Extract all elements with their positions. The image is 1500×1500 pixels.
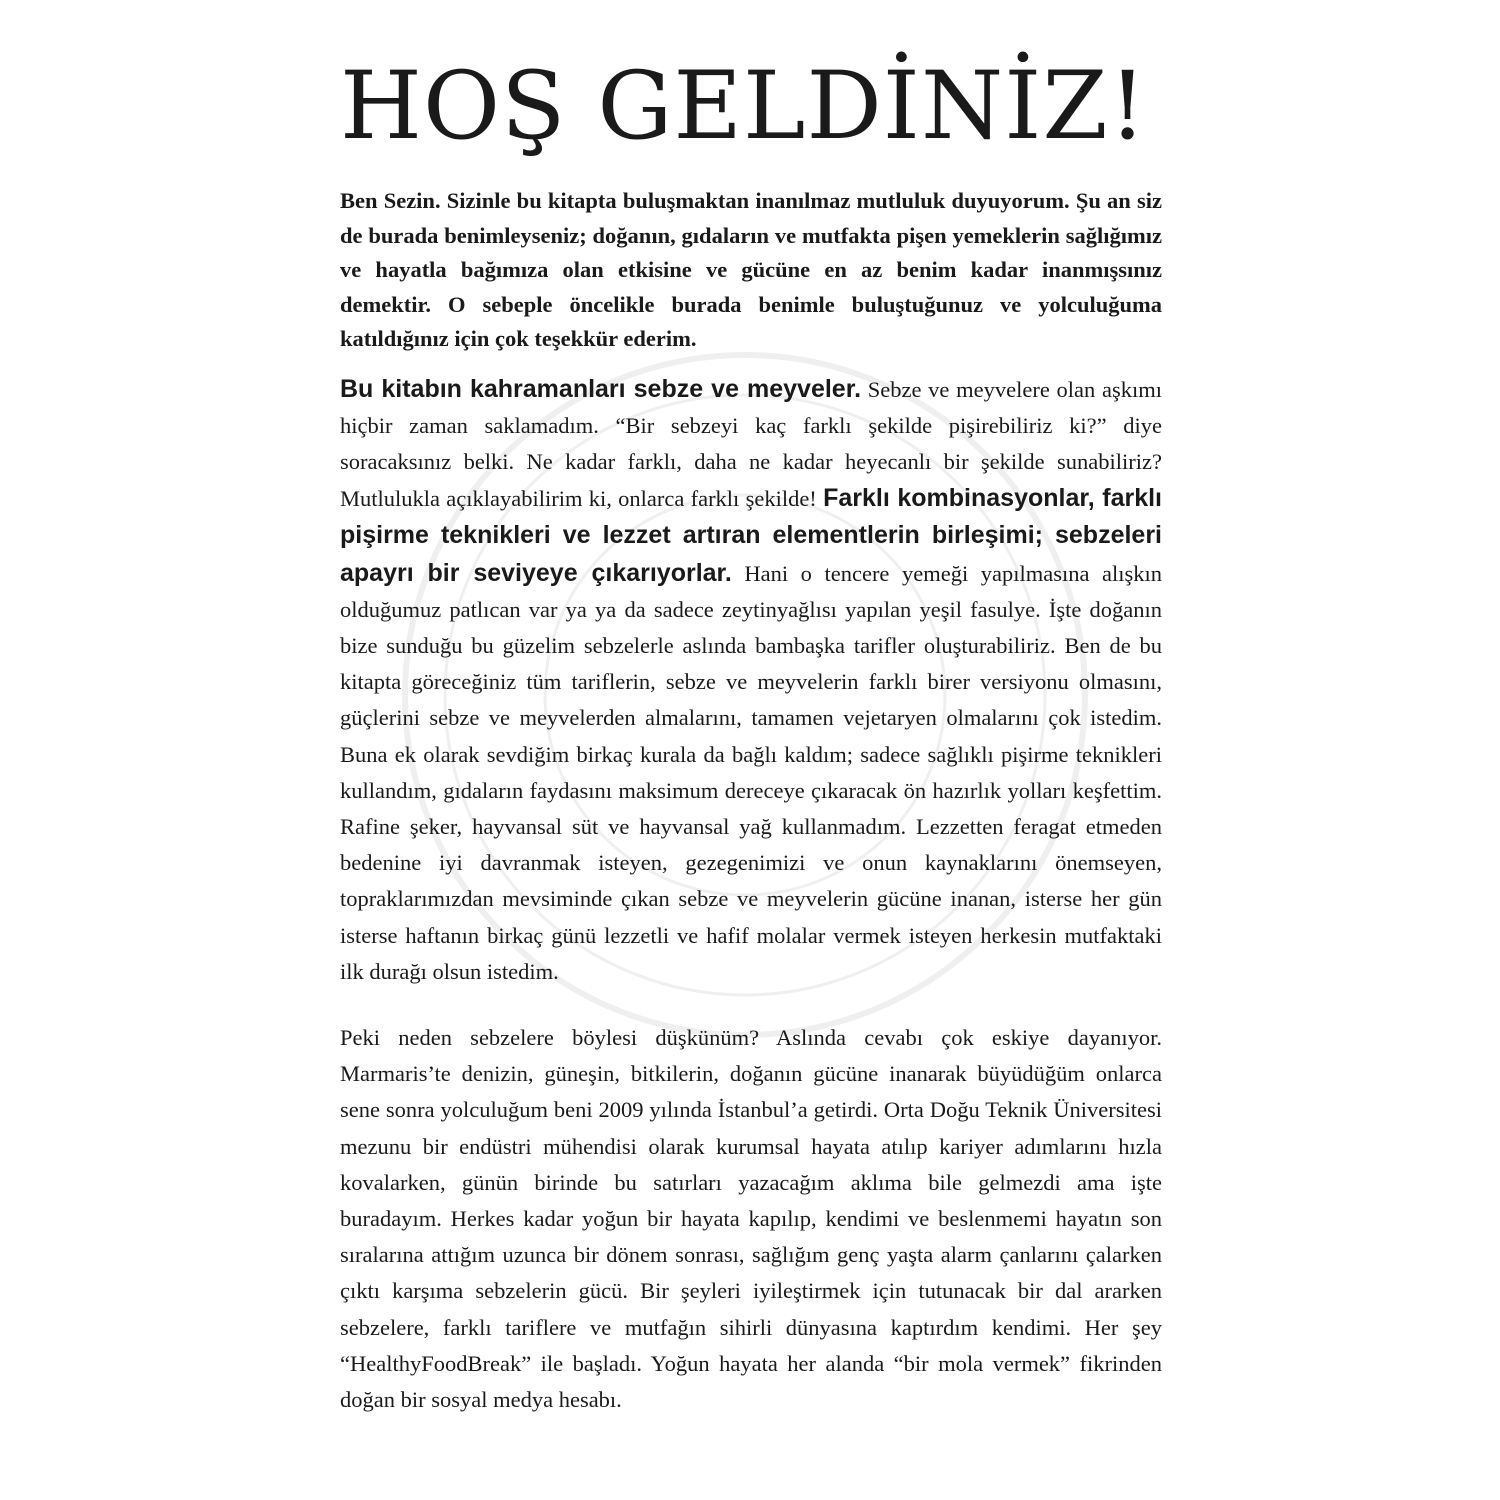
page-title: HOŞ GELDİNİZ! [340, 52, 1148, 161]
body-paragraph-heroes [340, 371, 1162, 990]
body-text-heroes: Sebze ve meyvelere olan aşkımı hiçbir zaman saklamadım. “Bir sebzeyi kaç farklı şekilde pişirebiliriz ki?” diye soracaksınız belki. Ne kadar farklı, daha ne kadar heyecanlı bir şekilde sunabiliriz? Mutlulukla açıklayabilirim ki, onlarca farklı şekilde! [340, 376, 1162, 512]
body-paragraph-story: Peki neden sebzelere böylesi düşkünüm? Aslında cevabı çok eskiye dayanıyor. Marmaris’te denizin, güneşin, bitkilerin, doğanın gücüne inanarak büyüdüğüm onlarca sene sonra yolculuğum beni 2009 yılında İstanbul’a getirdi. Orta Doğu Teknik Üniversitesi mezunu bir endüstri mühendisi olarak kurumsal hayata atılıp kariyer adımlarını hızla kovalarken, günün birinde bu satırları yazacağım aklıma bile gelmezdi ama işte buradayım. Herkes kadar yoğun bir hayata kapılıp, kendimi ve beslenmemi hayatın son sıralarına attığım uzunca bir dönem sonrası, sağlığım genç yaşta alarm çanlarını çalarken çıktı karşıma sebzelerin gücü. Bir şeyleri iyileştirmek için tutunacak bir dal ararken sebzelere, farklı tariflere ve mutfağın sihirli dünyasına kaptırdım kendimi. Her şey “HealthyFoodBreak” ile başladı. Yoğun hayata her alanda “bir mola vermek” fikrinden doğan bir sosyal medya hesabı. [340, 1024, 1162, 1412]
highlight-heroes: Bu kitabın kahramanları sebze ve meyveler. [340, 374, 862, 403]
highlight-combinations: Farklı kombinasyonlar, farklı pişirme teknikleri ve lezzet artıran elementlerin birleşimi; sebzeleri apayrı bir seviyeye çıkarıyorlar. [340, 484, 1162, 587]
body-text-recipes: Hani o tencere yemeği yapılmasına alışkın olduğumuz patlıcan var ya ya da sadece zeytinyağlısı yapılan yeşil fasulye. İşte doğanın bize sunduğu bu güzelim sebzelerle aslında bambaşka tarifler oluşturabiliriz. Ben de bu kitapta göreceğiniz tüm tariflerin, sebze ve meyvelerin farklı birer versiyonu olmasını, güçlerini sebze ve meyvelerden almalarını, tamamen vejetaryen olmalarını çok istedim. Buna ek olarak sevdiğim birkaç kurala da bağlı kaldım; sadece sağlıklı pişirme teknikleri kullandım, gıdaların faydasını maksimum dereceye çıkaracak ön hazırlık yolları keşfettim. Rafine şeker, hayvansal süt ve hayvansal yağ kullanmadım. Lezzetten feragat etmeden bedenine iyi davranmak isteyen, gezegenimizi ve onun kaynaklarını önemseyen, topraklarımızdan mevsiminde çıkan sebze ve meyvelerin gücüne inanan, isterse her gün isterse haftanın birkaç günü lezzetli ve hafif molalar vermek isteyen herkesin mutfaktaki ilk durağı olsun istedim. [340, 560, 1162, 984]
intro-paragraph: Ben Sezin. Sizinle bu kitapta buluşmaktan inanılmaz mutluluk duyuyorum. Şu an siz de burada benimleyseniz; doğanın, gıdaların ve mutfakta pişen yemeklerin sağlığımız ve hayatla bağımıza olan etkisine ve gücüne en az benim kadar inanmışsınız demektir. O sebeple öncelikle burada benimle buluştuğunuz ve yolculuğuma katıldığınız için çok teşekkür ederim. [340, 188, 1162, 351]
page-content [340, 52, 1162, 1448]
